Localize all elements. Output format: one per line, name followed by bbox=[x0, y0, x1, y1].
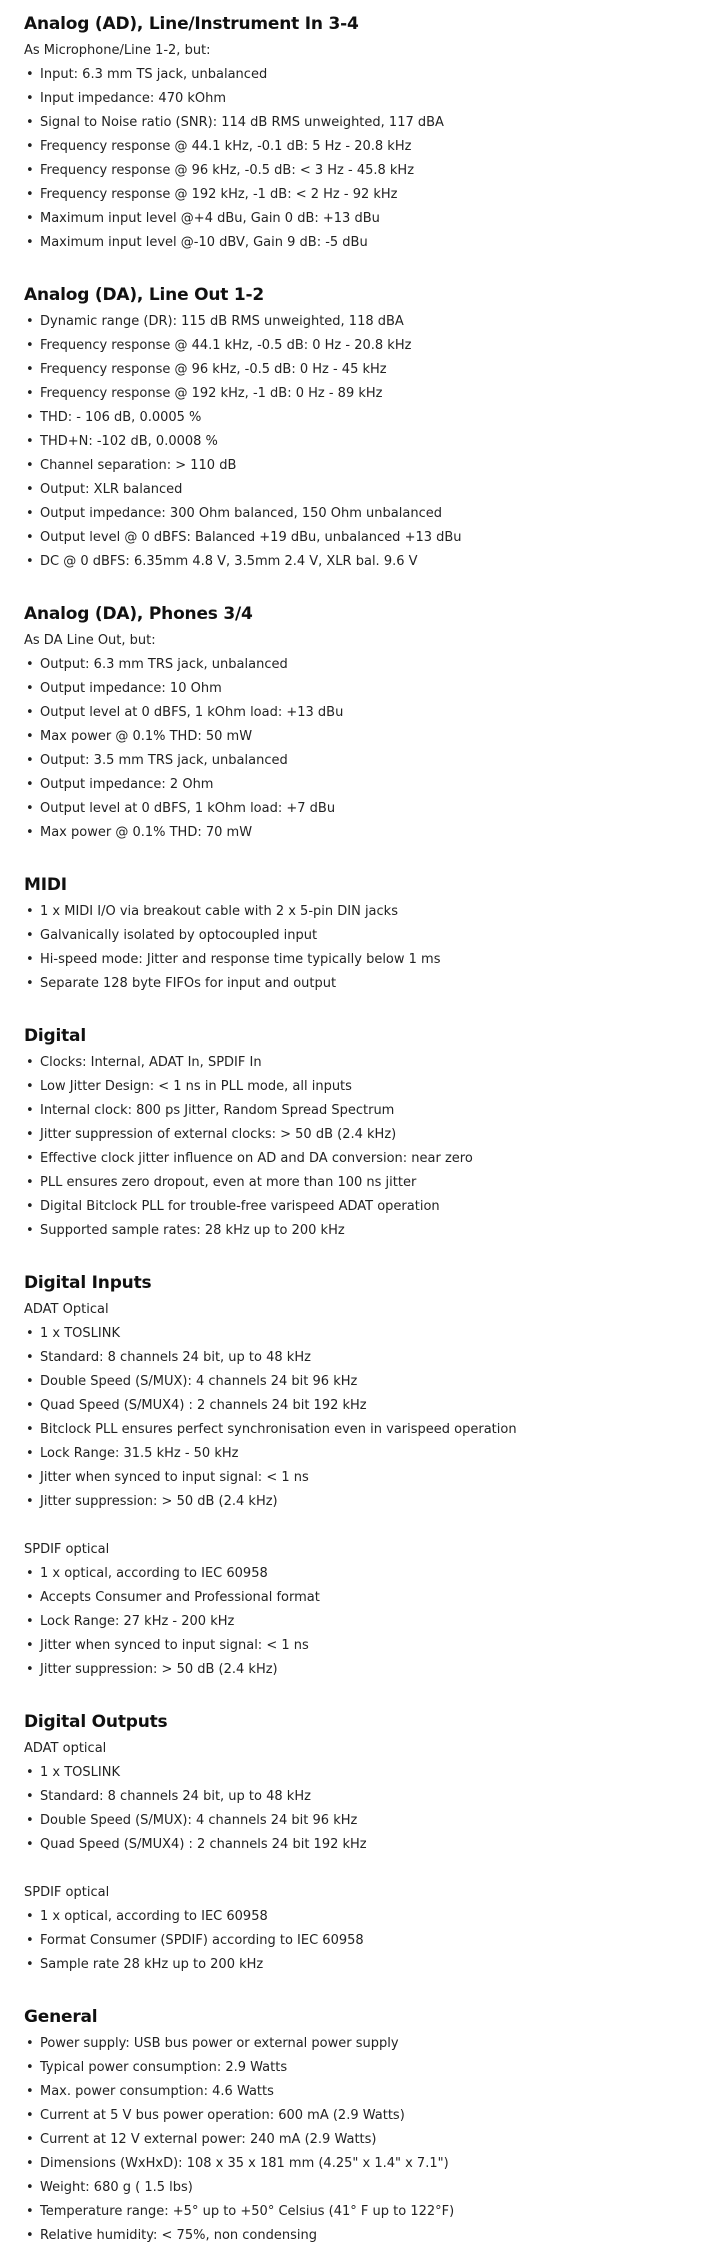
spec-list-item bbox=[24, 1195, 710, 1219]
spec-list-item bbox=[24, 1075, 710, 1099]
bullet-icon: • bbox=[26, 1103, 34, 1118]
spec-item-text: Standard: 8 channels 24 bit, up to 48 kHz bbox=[40, 1789, 311, 1804]
spec-list-item bbox=[24, 725, 710, 749]
spec-item-text: Output level @ 0 dBFS: Balanced +19 dBu, unbalanced +13 dBu bbox=[40, 530, 462, 545]
spec-list-item bbox=[24, 701, 710, 725]
spec-item-text: Frequency response @ 44.1 kHz, -0.1 dB: 5 Hz - 20.8 kHz bbox=[40, 139, 412, 154]
spec-list bbox=[24, 1905, 710, 1977]
bullet-icon: • bbox=[26, 1127, 34, 1142]
spec-item-text: Quad Speed (S/MUX4) : 2 channels 24 bit 192 kHz bbox=[40, 1837, 367, 1852]
bullet-icon: • bbox=[26, 386, 34, 401]
bullet-icon: • bbox=[26, 1566, 34, 1581]
spec-list bbox=[24, 1761, 710, 1857]
group-intro-text: ADAT optical bbox=[24, 1741, 107, 1756]
spec-list-item bbox=[24, 2128, 710, 2152]
spec-list bbox=[24, 1051, 710, 1243]
bullet-icon: • bbox=[26, 2036, 34, 2051]
spec-list-item bbox=[24, 821, 710, 845]
bullet-icon: • bbox=[26, 163, 34, 178]
spec-item-text: Dynamic range (DR): 115 dB RMS unweighted, 118 dBA bbox=[40, 314, 404, 329]
spec-item-text: Format Consumer (SPDIF) according to IEC 60958 bbox=[40, 1933, 364, 1948]
spec-list-item bbox=[24, 2224, 710, 2248]
spec-list-item bbox=[24, 1634, 710, 1658]
spec-list-item bbox=[24, 207, 710, 231]
bullet-icon: • bbox=[26, 530, 34, 545]
spec-list bbox=[24, 1322, 710, 1514]
bullet-icon: • bbox=[26, 1933, 34, 1948]
bullet-icon: • bbox=[26, 1813, 34, 1828]
bullet-icon: • bbox=[26, 705, 34, 720]
bullet-icon: • bbox=[26, 753, 34, 768]
spec-list-item bbox=[24, 135, 710, 159]
spec-item-text: 1 x optical, according to IEC 60958 bbox=[40, 1909, 268, 1924]
spec-list-item bbox=[24, 1761, 710, 1785]
spec-item-text: Frequency response @ 192 kHz, -1 dB: < 2 Hz - 92 kHz bbox=[40, 187, 398, 202]
spec-item-text: Frequency response @ 192 kHz, -1 dB: 0 Hz - 89 kHz bbox=[40, 386, 383, 401]
spec-list-item bbox=[24, 502, 710, 526]
bullet-icon: • bbox=[26, 928, 34, 943]
spec-list bbox=[24, 653, 710, 845]
spec-list-item bbox=[24, 1785, 710, 1809]
spec-item-text: Effective clock jitter influence on AD and DA conversion: near zero bbox=[40, 1151, 473, 1166]
spec-item-text: Jitter suppression: > 50 dB (2.4 kHz) bbox=[40, 1662, 278, 1677]
spec-item-text: PLL ensures zero dropout, even at more than 100 ns jitter bbox=[40, 1175, 417, 1190]
bullet-icon: • bbox=[26, 1662, 34, 1677]
spec-list bbox=[24, 2032, 710, 2248]
section-heading: Analog (DA), Phones 3/4 bbox=[24, 604, 253, 624]
spec-list-item bbox=[24, 334, 710, 358]
spec-item-text: Accepts Consumer and Professional format bbox=[40, 1590, 320, 1605]
spec-list-item bbox=[24, 1442, 710, 1466]
bullet-icon: • bbox=[26, 506, 34, 521]
spec-list-item bbox=[24, 1099, 710, 1123]
spec-item-text: Signal to Noise ratio (SNR): 114 dB RMS unweighted, 117 dBA bbox=[40, 115, 444, 130]
bullet-icon: • bbox=[26, 434, 34, 449]
bullet-icon: • bbox=[26, 139, 34, 154]
spec-item-text: Temperature range: +5° up to +50° Celsius (41° F up to 122°F) bbox=[40, 2204, 455, 2219]
spec-item-text: Input impedance: 470 kOhm bbox=[40, 91, 227, 106]
bullet-icon: • bbox=[26, 187, 34, 202]
spec-list-item bbox=[24, 1953, 710, 1977]
section-heading: Analog (DA), Line Out 1-2 bbox=[24, 285, 265, 305]
bullet-icon: • bbox=[26, 976, 34, 991]
spec-list-item bbox=[24, 972, 710, 996]
bullet-icon: • bbox=[26, 1614, 34, 1629]
spec-list-item bbox=[24, 1219, 710, 1243]
spec-item-text: Clocks: Internal, ADAT In, SPDIF In bbox=[40, 1055, 262, 1070]
spec-item-text: Output level at 0 dBFS, 1 kOhm load: +13 dBu bbox=[40, 705, 344, 720]
spec-group bbox=[24, 900, 710, 996]
spec-item-text: Separate 128 byte FIFOs for input and output bbox=[40, 976, 337, 991]
spec-item-text: Digital Bitclock PLL for trouble-free varispeed ADAT operation bbox=[40, 1199, 440, 1214]
section-heading: MIDI bbox=[24, 875, 67, 895]
bullet-icon: • bbox=[26, 338, 34, 353]
bullet-icon: • bbox=[26, 2060, 34, 2075]
bullet-icon: • bbox=[26, 777, 34, 792]
spec-list-item bbox=[24, 2200, 710, 2224]
spec-list-item bbox=[24, 1905, 710, 1929]
bullet-icon: • bbox=[26, 314, 34, 329]
bullet-icon: • bbox=[26, 1398, 34, 1413]
spec-item-text: Jitter suppression of external clocks: > 50 dB (2.4 kHz) bbox=[40, 1127, 397, 1142]
spec-list-item bbox=[24, 797, 710, 821]
spec-group bbox=[24, 1051, 710, 1243]
spec-list-item bbox=[24, 1370, 710, 1394]
spec-list-item bbox=[24, 454, 710, 478]
spec-section-analog-ad-line-instrument-in-3-4 bbox=[24, 12, 710, 255]
spec-list-item bbox=[24, 1147, 710, 1171]
spec-item-text: Maximum input level @+4 dBu, Gain 0 dB: +13 dBu bbox=[40, 211, 380, 226]
spec-list-item bbox=[24, 1322, 710, 1346]
spec-list-item bbox=[24, 2176, 710, 2200]
bullet-icon: • bbox=[26, 904, 34, 919]
bullet-icon: • bbox=[26, 657, 34, 672]
spec-item-text: Output impedance: 2 Ohm bbox=[40, 777, 214, 792]
bullet-icon: • bbox=[26, 801, 34, 816]
spec-list-item bbox=[24, 63, 710, 87]
spec-list-item bbox=[24, 310, 710, 334]
spec-item-text: Lock Range: 31.5 kHz - 50 kHz bbox=[40, 1446, 239, 1461]
spec-list-item bbox=[24, 2080, 710, 2104]
spec-item-text: 1 x optical, according to IEC 60958 bbox=[40, 1566, 268, 1581]
spec-list-item bbox=[24, 948, 710, 972]
spec-item-text: 1 x TOSLINK bbox=[40, 1765, 120, 1780]
spec-item-text: Double Speed (S/MUX): 4 channels 24 bit 96 kHz bbox=[40, 1374, 358, 1389]
spec-list-item bbox=[24, 1929, 710, 1953]
spec-list-item bbox=[24, 1809, 710, 1833]
spec-item-text: THD+N: -102 dB, 0.0008 % bbox=[40, 434, 218, 449]
spec-item-text: Current at 12 V external power: 240 mA (2.9 Watts) bbox=[40, 2132, 377, 2147]
bullet-icon: • bbox=[26, 1151, 34, 1166]
bullet-icon: • bbox=[26, 1326, 34, 1341]
section-heading: General bbox=[24, 2007, 98, 2027]
bullet-icon: • bbox=[26, 458, 34, 473]
spec-list-item bbox=[24, 2056, 710, 2080]
spec-list bbox=[24, 900, 710, 996]
spec-list-item bbox=[24, 382, 710, 406]
bullet-icon: • bbox=[26, 1494, 34, 1509]
spec-list-item bbox=[24, 358, 710, 382]
spec-item-text: Bitclock PLL ensures perfect synchronisation even in varispeed operation bbox=[40, 1422, 517, 1437]
bullet-icon: • bbox=[26, 115, 34, 130]
spec-section-digital-inputs bbox=[24, 1271, 710, 1682]
bullet-icon: • bbox=[26, 1223, 34, 1238]
bullet-icon: • bbox=[26, 362, 34, 377]
spec-item-text: Current at 5 V bus power operation: 600 mA (2.9 Watts) bbox=[40, 2108, 405, 2123]
spec-list-item bbox=[24, 900, 710, 924]
bullet-icon: • bbox=[26, 2108, 34, 2123]
bullet-icon: • bbox=[26, 1590, 34, 1605]
spec-group bbox=[24, 310, 710, 574]
bullet-icon: • bbox=[26, 554, 34, 569]
bullet-icon: • bbox=[26, 2204, 34, 2219]
spec-list-item bbox=[24, 526, 710, 550]
bullet-icon: • bbox=[26, 1199, 34, 1214]
spec-item-text: Frequency response @ 96 kHz, -0.5 dB: < 3 Hz - 45.8 kHz bbox=[40, 163, 415, 178]
bullet-icon: • bbox=[26, 825, 34, 840]
spec-list-item bbox=[24, 1833, 710, 1857]
spec-item-text: Frequency response @ 96 kHz, -0.5 dB: 0 Hz - 45 kHz bbox=[40, 362, 387, 377]
spec-item-text: Standard: 8 channels 24 bit, up to 48 kHz bbox=[40, 1350, 311, 1365]
section-heading: Digital Inputs bbox=[24, 1273, 152, 1293]
bullet-icon: • bbox=[26, 952, 34, 967]
group-intro-text: SPDIF optical bbox=[24, 1542, 110, 1557]
bullet-icon: • bbox=[26, 91, 34, 106]
spec-group bbox=[24, 1298, 710, 1514]
bullet-icon: • bbox=[26, 1446, 34, 1461]
spec-list-item bbox=[24, 653, 710, 677]
spec-list-item bbox=[24, 183, 710, 207]
spec-item-text: Frequency response @ 44.1 kHz, -0.5 dB: 0 Hz - 20.8 kHz bbox=[40, 338, 412, 353]
spec-list-item bbox=[24, 2104, 710, 2128]
spec-item-text: Input: 6.3 mm TS jack, unbalanced bbox=[40, 67, 268, 82]
bullet-icon: • bbox=[26, 1470, 34, 1485]
spec-item-text: Hi-speed mode: Jitter and response time typically below 1 ms bbox=[40, 952, 441, 967]
spec-item-text: Output: XLR balanced bbox=[40, 482, 183, 497]
spec-group bbox=[24, 2032, 710, 2248]
spec-item-text: Max. power consumption: 4.6 Watts bbox=[40, 2084, 274, 2099]
spec-item-text: Double Speed (S/MUX): 4 channels 24 bit 96 kHz bbox=[40, 1813, 358, 1828]
spec-list-item bbox=[24, 1394, 710, 1418]
spec-item-text: Low Jitter Design: < 1 ns in PLL mode, all inputs bbox=[40, 1079, 352, 1094]
spec-item-text: Output: 3.5 mm TRS jack, unbalanced bbox=[40, 753, 288, 768]
bullet-icon: • bbox=[26, 729, 34, 744]
spec-list-item bbox=[24, 924, 710, 948]
spec-item-text: Output: 6.3 mm TRS jack, unbalanced bbox=[40, 657, 288, 672]
spec-list-item bbox=[24, 2152, 710, 2176]
spec-list-item bbox=[24, 87, 710, 111]
bullet-icon: • bbox=[26, 1422, 34, 1437]
bullet-icon: • bbox=[26, 1789, 34, 1804]
spec-list bbox=[24, 310, 710, 574]
bullet-icon: • bbox=[26, 2228, 34, 2243]
spec-item-text: Channel separation: > 110 dB bbox=[40, 458, 237, 473]
spec-list-item bbox=[24, 749, 710, 773]
bullet-icon: • bbox=[26, 1055, 34, 1070]
spec-group bbox=[24, 39, 710, 255]
spec-item-text: Max power @ 0.1% THD: 50 mW bbox=[40, 729, 253, 744]
spec-list-item bbox=[24, 231, 710, 255]
bullet-icon: • bbox=[26, 1837, 34, 1852]
spec-list-item bbox=[24, 2032, 710, 2056]
spec-item-text: Output impedance: 10 Ohm bbox=[40, 681, 222, 696]
spec-item-text: Quad Speed (S/MUX4) : 2 channels 24 bit 192 kHz bbox=[40, 1398, 367, 1413]
section-heading: Analog (AD), Line/Instrument In 3-4 bbox=[24, 14, 359, 34]
spec-list-item bbox=[24, 773, 710, 797]
spec-list-item bbox=[24, 1051, 710, 1075]
spec-item-text: THD: - 106 dB, 0.0005 % bbox=[40, 410, 202, 425]
spec-list-item bbox=[24, 1418, 710, 1442]
spec-item-text: Dimensions (WxHxD): 108 x 35 x 181 mm (4.25" x 1.4" x 7.1") bbox=[40, 2156, 449, 2171]
spec-item-text: Output impedance: 300 Ohm balanced, 150 Ohm unbalanced bbox=[40, 506, 442, 521]
spec-item-text: Output level at 0 dBFS, 1 kOhm load: +7 dBu bbox=[40, 801, 336, 816]
spec-list bbox=[24, 1562, 710, 1682]
bullet-icon: • bbox=[26, 681, 34, 696]
spec-list-item bbox=[24, 677, 710, 701]
spec-list-item bbox=[24, 430, 710, 454]
spec-list-item bbox=[24, 478, 710, 502]
spec-item-text: Relative humidity: < 75%, non condensing bbox=[40, 2228, 317, 2243]
spec-list-item bbox=[24, 1586, 710, 1610]
spec-list-item bbox=[24, 1562, 710, 1586]
spec-section-general bbox=[24, 2005, 710, 2248]
spec-list-item bbox=[24, 1658, 710, 1682]
spec-group bbox=[24, 1737, 710, 1857]
bullet-icon: • bbox=[26, 482, 34, 497]
spec-section-digital-outputs bbox=[24, 1710, 710, 1977]
bullet-icon: • bbox=[26, 2084, 34, 2099]
spec-item-text: 1 x TOSLINK bbox=[40, 1326, 120, 1341]
bullet-icon: • bbox=[26, 1638, 34, 1653]
group-intro-text: As DA Line Out, but: bbox=[24, 633, 156, 648]
spec-group bbox=[24, 1881, 710, 1977]
spec-item-text: Jitter suppression: > 50 dB (2.4 kHz) bbox=[40, 1494, 278, 1509]
spec-item-text: Internal clock: 800 ps Jitter, Random Spread Spectrum bbox=[40, 1103, 395, 1118]
spec-item-text: Sample rate 28 kHz up to 200 kHz bbox=[40, 1957, 264, 1972]
spec-list-item bbox=[24, 1123, 710, 1147]
spec-list-item bbox=[24, 1171, 710, 1195]
section-heading: Digital bbox=[24, 1026, 86, 1046]
spec-list-item bbox=[24, 159, 710, 183]
spec-item-text: Jitter when synced to input signal: < 1 ns bbox=[40, 1638, 309, 1653]
bullet-icon: • bbox=[26, 2156, 34, 2171]
spec-list-item bbox=[24, 1466, 710, 1490]
spec-item-text: Power supply: USB bus power or external power supply bbox=[40, 2036, 399, 2051]
bullet-icon: • bbox=[26, 410, 34, 425]
spec-item-text: DC @ 0 dBFS: 6.35mm 4.8 V, 3.5mm 2.4 V, XLR bal. 9.6 V bbox=[40, 554, 418, 569]
spec-list-item bbox=[24, 550, 710, 574]
spec-item-text: Typical power consumption: 2.9 Watts bbox=[40, 2060, 288, 2075]
spec-list-item bbox=[24, 1346, 710, 1370]
bullet-icon: • bbox=[26, 211, 34, 226]
spec-item-text: Jitter when synced to input signal: < 1 ns bbox=[40, 1470, 309, 1485]
spec-item-text: Supported sample rates: 28 kHz up to 200 kHz bbox=[40, 1223, 345, 1238]
bullet-icon: • bbox=[26, 1765, 34, 1780]
bullet-icon: • bbox=[26, 2180, 34, 2195]
spec-list-item bbox=[24, 1490, 710, 1514]
spec-item-text: Max power @ 0.1% THD: 70 mW bbox=[40, 825, 253, 840]
bullet-icon: • bbox=[26, 1909, 34, 1924]
group-intro-text: ADAT Optical bbox=[24, 1302, 109, 1317]
spec-item-text: Maximum input level @-10 dBV, Gain 9 dB: -5 dBu bbox=[40, 235, 368, 250]
spec-item-text: Weight: 680 g ( 1.5 lbs) bbox=[40, 2180, 193, 2195]
spec-item-text: Lock Range: 27 kHz - 200 kHz bbox=[40, 1614, 235, 1629]
spec-list-item bbox=[24, 406, 710, 430]
spec-list bbox=[24, 63, 710, 255]
bullet-icon: • bbox=[26, 1957, 34, 1972]
bullet-icon: • bbox=[26, 67, 34, 82]
group-intro-text: As Microphone/Line 1-2, but: bbox=[24, 43, 211, 58]
spec-list-item bbox=[24, 1610, 710, 1634]
bullet-icon: • bbox=[26, 1374, 34, 1389]
spec-section-midi bbox=[24, 873, 710, 996]
bullet-icon: • bbox=[26, 235, 34, 250]
group-intro-text: SPDIF optical bbox=[24, 1885, 110, 1900]
spec-section-digital bbox=[24, 1024, 710, 1243]
spec-section-analog-da-line-out-1-2 bbox=[24, 283, 710, 574]
spec-item-text: Galvanically isolated by optocoupled input bbox=[40, 928, 318, 943]
bullet-icon: • bbox=[26, 1350, 34, 1365]
spec-list-item bbox=[24, 111, 710, 135]
bullet-icon: • bbox=[26, 1175, 34, 1190]
spec-group bbox=[24, 629, 710, 845]
spec-group bbox=[24, 1538, 710, 1682]
spec-section-analog-da-phones-3-4 bbox=[24, 602, 710, 845]
bullet-icon: • bbox=[26, 2132, 34, 2147]
bullet-icon: • bbox=[26, 1079, 34, 1094]
section-heading: Digital Outputs bbox=[24, 1712, 168, 1732]
spec-item-text: 1 x MIDI I/O via breakout cable with 2 x 5-pin DIN jacks bbox=[40, 904, 398, 919]
